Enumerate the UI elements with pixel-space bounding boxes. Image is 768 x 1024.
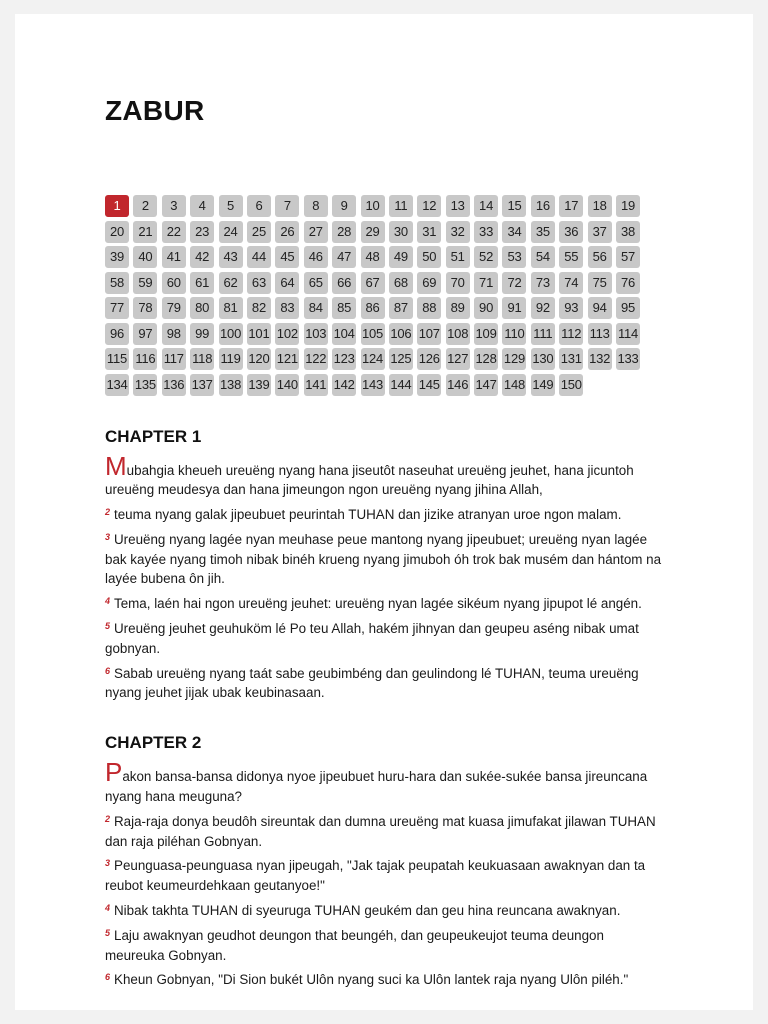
chapter-button-112[interactable]: 112	[559, 323, 583, 345]
chapter-button-41[interactable]: 41	[162, 246, 186, 268]
chapter-button-66[interactable]: 66	[332, 272, 356, 294]
chapter-button-138[interactable]: 138	[219, 374, 243, 396]
verse-4	[105, 899, 665, 921]
verse-number: 4	[105, 596, 111, 607]
chapter-button-54[interactable]: 54	[531, 246, 555, 268]
chapter-button-99[interactable]: 99	[190, 323, 214, 345]
drop-cap: P	[105, 757, 123, 788]
chapter-button-2[interactable]: 2	[133, 195, 157, 217]
chapter-button-21[interactable]: 21	[133, 221, 157, 243]
chapter-button-37[interactable]: 37	[588, 221, 612, 243]
chapter-button-84[interactable]: 84	[304, 297, 328, 319]
verse-3	[105, 528, 665, 589]
chapter-button-105[interactable]: 105	[361, 323, 385, 345]
chapter-button-70[interactable]: 70	[446, 272, 470, 294]
verse-text: teuma nyang galak jipeubuet peurintah TUHAN dan jizike atranyan uroe ngon malam.	[114, 507, 622, 523]
chapter-button-39[interactable]: 39	[105, 246, 129, 268]
chapter-button-89[interactable]: 89	[446, 297, 470, 319]
chapter-button-12[interactable]: 12	[417, 195, 441, 217]
verse-text: akon bansa-bansa didonya nyoe jipeubuet huru-hara dan sukée-sukée bansa jireuncana nyang hana meuguna?	[105, 769, 648, 805]
chapter-button-122[interactable]: 122	[304, 348, 328, 370]
chapter-button-55[interactable]: 55	[559, 246, 583, 268]
chapter-button-87[interactable]: 87	[389, 297, 413, 319]
chapter-button-96[interactable]: 96	[105, 323, 129, 345]
chapter-button-62[interactable]: 62	[219, 272, 243, 294]
chapter-2-verses	[105, 757, 665, 990]
chapter-button-140[interactable]: 140	[275, 374, 299, 396]
verse-text: Sabab ureuëng nyang taát sabe geubimbéng dan geulindong lé TUHAN, teuma ureuëng nyang jeuhet jijak ubak keubinasaan.	[105, 665, 639, 701]
chapter-button-88[interactable]: 88	[417, 297, 441, 319]
page	[15, 14, 753, 1010]
chapter-button-119[interactable]: 119	[219, 348, 243, 370]
verse-5	[105, 617, 665, 659]
chapter-button-129[interactable]: 129	[502, 348, 526, 370]
chapter-button-146[interactable]: 146	[446, 374, 470, 396]
chapter-button-31[interactable]: 31	[417, 221, 441, 243]
chapter-button-61[interactable]: 61	[190, 272, 214, 294]
chapter-button-32[interactable]: 32	[446, 221, 470, 243]
chapter-button-79[interactable]: 79	[162, 297, 186, 319]
chapter-button-36[interactable]: 36	[559, 221, 583, 243]
verse-6	[105, 662, 665, 704]
chapter-button-6[interactable]: 6	[247, 195, 271, 217]
chapter-button-135[interactable]: 135	[133, 374, 157, 396]
chapter-button-109[interactable]: 109	[474, 323, 498, 345]
chapter-button-92[interactable]: 92	[531, 297, 555, 319]
chapter-button-4[interactable]: 4	[190, 195, 214, 217]
chapter-button-71[interactable]: 71	[474, 272, 498, 294]
chapter-button-26[interactable]: 26	[275, 221, 299, 243]
chapter-button-110[interactable]: 110	[502, 323, 526, 345]
chapter-button-47[interactable]: 47	[332, 246, 356, 268]
chapter-button-136[interactable]: 136	[162, 374, 186, 396]
verse-text: ubahgia kheueh ureuëng nyang hana jiseutôt naseuhat ureuëng jeuhet, hana jicuntoh ureuëng meudesya dan hana jimeungon ngon ureuëng nyang jihina Allah,	[105, 462, 634, 498]
chapter-button-35[interactable]: 35	[531, 221, 555, 243]
chapter-button-60[interactable]: 60	[162, 272, 186, 294]
verse-2	[105, 810, 665, 852]
chapter-button-23[interactable]: 23	[190, 221, 214, 243]
chapter-button-29[interactable]: 29	[361, 221, 385, 243]
chapter-button-113[interactable]: 113	[588, 323, 612, 345]
chapter-button-67[interactable]: 67	[361, 272, 385, 294]
chapter-button-128[interactable]: 128	[474, 348, 498, 370]
chapter-button-116[interactable]: 116	[133, 348, 157, 370]
chapter-button-11[interactable]: 11	[389, 195, 413, 217]
chapter-button-13[interactable]: 13	[446, 195, 470, 217]
chapter-button-5[interactable]: 5	[219, 195, 243, 217]
chapter-button-50[interactable]: 50	[417, 246, 441, 268]
chapter-button-118[interactable]: 118	[190, 348, 214, 370]
chapter-button-68[interactable]: 68	[389, 272, 413, 294]
chapter-button-74[interactable]: 74	[559, 272, 583, 294]
chapter-button-73[interactable]: 73	[531, 272, 555, 294]
chapter-button-56[interactable]: 56	[588, 246, 612, 268]
chapter-button-131[interactable]: 131	[559, 348, 583, 370]
chapter-button-80[interactable]: 80	[190, 297, 214, 319]
chapter-button-125[interactable]: 125	[389, 348, 413, 370]
chapter-button-59[interactable]: 59	[133, 272, 157, 294]
chapter-button-132[interactable]: 132	[588, 348, 612, 370]
chapter-button-95[interactable]: 95	[616, 297, 640, 319]
verse-number: 3	[105, 858, 111, 869]
chapter-button-141[interactable]: 141	[304, 374, 328, 396]
chapter-button-83[interactable]: 83	[275, 297, 299, 319]
chapter-button-38[interactable]: 38	[616, 221, 640, 243]
chapter-button-149[interactable]: 149	[531, 374, 555, 396]
verse-text: Kheun Gobnyan, "Di Sion bukét Ulôn nyang suci ka Ulôn lantek raja nyang Ulôn piléh."	[114, 972, 629, 988]
chapter-button-42[interactable]: 42	[190, 246, 214, 268]
chapter-button-58[interactable]: 58	[105, 272, 129, 294]
verse-number: 5	[105, 621, 111, 632]
chapter-button-78[interactable]: 78	[133, 297, 157, 319]
chapter-navigation	[105, 195, 665, 396]
chapter-button-102[interactable]: 102	[275, 323, 299, 345]
chapter-button-43[interactable]: 43	[219, 246, 243, 268]
verse-number: 2	[105, 813, 111, 824]
chapter-button-104[interactable]: 104	[332, 323, 356, 345]
chapter-button-90[interactable]: 90	[474, 297, 498, 319]
verse-1	[105, 757, 665, 807]
chapter-button-106[interactable]: 106	[389, 323, 413, 345]
chapter-button-28[interactable]: 28	[332, 221, 356, 243]
chapter-button-57[interactable]: 57	[616, 246, 640, 268]
chapter-button-137[interactable]: 137	[190, 374, 214, 396]
chapter-button-91[interactable]: 91	[502, 297, 526, 319]
chapter-button-130[interactable]: 130	[531, 348, 555, 370]
verse-1	[105, 450, 665, 501]
chapter-button-108[interactable]: 108	[446, 323, 470, 345]
chapter-button-3[interactable]: 3	[162, 195, 186, 217]
chapter-button-15[interactable]: 15	[502, 195, 526, 217]
chapter-button-76[interactable]: 76	[616, 272, 640, 294]
chapter-button-34[interactable]: 34	[502, 221, 526, 243]
verse-number: 2	[105, 507, 111, 518]
chapter-button-124[interactable]: 124	[361, 348, 385, 370]
chapter-2-heading: CHAPTER 2	[105, 733, 202, 753]
chapter-button-52[interactable]: 52	[474, 246, 498, 268]
chapter-button-103[interactable]: 103	[304, 323, 328, 345]
chapter-button-44[interactable]: 44	[247, 246, 271, 268]
chapter-button-121[interactable]: 121	[275, 348, 299, 370]
chapter-button-18[interactable]: 18	[588, 195, 612, 217]
verse-3	[105, 854, 665, 896]
verse-number: 5	[105, 927, 111, 938]
verse-5	[105, 924, 665, 966]
chapter-button-25[interactable]: 25	[247, 221, 271, 243]
chapter-button-64[interactable]: 64	[275, 272, 299, 294]
drop-cap: M	[105, 450, 127, 481]
verse-text: Tema, laén hai ngon ureuëng jeuhet: ureuëng nyan lagée sikéum nyang jipupot lé angén.	[114, 596, 642, 612]
chapter-button-145[interactable]: 145	[417, 374, 441, 396]
verse-6	[105, 968, 665, 990]
verse-4	[105, 592, 665, 614]
verse-text: Peunguasa-peunguasa nyan jipeugah, "Jak tajak peupatah keukuasaan awaknyan dan ta reubot keumeurdehkaan geutanyoe!"	[105, 858, 646, 894]
chapter-button-150[interactable]: 150	[559, 374, 583, 396]
chapter-button-17[interactable]: 17	[559, 195, 583, 217]
chapter-button-75[interactable]: 75	[588, 272, 612, 294]
verse-number: 6	[105, 665, 111, 676]
chapter-button-126[interactable]: 126	[417, 348, 441, 370]
verse-number: 4	[105, 903, 111, 914]
chapter-button-22[interactable]: 22	[162, 221, 186, 243]
chapter-button-24[interactable]: 24	[219, 221, 243, 243]
chapter-1-verses	[105, 450, 665, 704]
chapter-button-14[interactable]: 14	[474, 195, 498, 217]
chapter-button-9[interactable]: 9	[332, 195, 356, 217]
book-content	[105, 94, 665, 993]
chapter-button-117[interactable]: 117	[162, 348, 186, 370]
verse-number: 3	[105, 531, 111, 542]
chapter-button-93[interactable]: 93	[559, 297, 583, 319]
chapter-button-16[interactable]: 16	[531, 195, 555, 217]
chapter-button-65[interactable]: 65	[304, 272, 328, 294]
chapter-button-139[interactable]: 139	[247, 374, 271, 396]
chapter-button-100[interactable]: 100	[219, 323, 243, 345]
chapter-button-86[interactable]: 86	[361, 297, 385, 319]
chapter-button-48[interactable]: 48	[361, 246, 385, 268]
book-title: ZABUR	[105, 95, 205, 126]
chapter-button-144[interactable]: 144	[389, 374, 413, 396]
chapter-button-53[interactable]: 53	[502, 246, 526, 268]
chapter-button-40[interactable]: 40	[133, 246, 157, 268]
chapter-button-30[interactable]: 30	[389, 221, 413, 243]
chapter-button-114[interactable]: 114	[616, 323, 640, 345]
chapter-button-148[interactable]: 148	[502, 374, 526, 396]
chapter-button-142[interactable]: 142	[332, 374, 356, 396]
chapter-button-98[interactable]: 98	[162, 323, 186, 345]
chapter-button-81[interactable]: 81	[219, 297, 243, 319]
chapter-button-115[interactable]: 115	[105, 348, 129, 370]
chapter-button-1[interactable]: 1	[105, 195, 129, 217]
chapter-button-107[interactable]: 107	[417, 323, 441, 345]
chapter-button-8[interactable]: 8	[304, 195, 328, 217]
chapter-button-27[interactable]: 27	[304, 221, 328, 243]
chapter-button-49[interactable]: 49	[389, 246, 413, 268]
chapter-button-123[interactable]: 123	[332, 348, 356, 370]
chapter-button-94[interactable]: 94	[588, 297, 612, 319]
chapter-button-127[interactable]: 127	[446, 348, 470, 370]
chapter-button-85[interactable]: 85	[332, 297, 356, 319]
verse-text: Raja-raja donya beudôh sireuntak dan dumna ureuëng mat kuasa jimufakat jilawan TUHAN dan raja piléhan Gobnyan.	[105, 813, 656, 849]
chapter-button-7[interactable]: 7	[275, 195, 299, 217]
chapter-button-10[interactable]: 10	[361, 195, 385, 217]
verse-text: Ureuëng nyang lagée nyan meuhase peue mantong nyang jipeubuet; ureuëng nyan lagée bak kayée nyang timoh nibak binéh krueng nyang jimuboh óh trok bak musém dan hántom na layée bubena ôn jih.	[105, 531, 662, 587]
chapter-button-134[interactable]: 134	[105, 374, 129, 396]
verse-text: Laju awaknyan geudhot deungon that beungéh, dan geupeukeujot teuma deungon meureuka Gobnyan.	[105, 927, 604, 963]
chapter-button-63[interactable]: 63	[247, 272, 271, 294]
chapter-button-77[interactable]: 77	[105, 297, 129, 319]
chapter-button-69[interactable]: 69	[417, 272, 441, 294]
chapter-button-20[interactable]: 20	[105, 221, 129, 243]
chapter-button-33[interactable]: 33	[474, 221, 498, 243]
chapter-button-82[interactable]: 82	[247, 297, 271, 319]
chapter-button-120[interactable]: 120	[247, 348, 271, 370]
chapter-button-51[interactable]: 51	[446, 246, 470, 268]
chapter-button-45[interactable]: 45	[275, 246, 299, 268]
chapter-button-46[interactable]: 46	[304, 246, 328, 268]
verse-text: Nibak takhta TUHAN di syeuruga TUHAN geukém dan geu hina reuncana awaknyan.	[114, 903, 621, 919]
chapter-button-147[interactable]: 147	[474, 374, 498, 396]
chapter-button-101[interactable]: 101	[247, 323, 271, 345]
chapter-button-143[interactable]: 143	[361, 374, 385, 396]
verse-2	[105, 503, 665, 525]
chapter-button-72[interactable]: 72	[502, 272, 526, 294]
chapter-button-133[interactable]: 133	[616, 348, 640, 370]
chapter-button-19[interactable]: 19	[616, 195, 640, 217]
chapter-button-97[interactable]: 97	[133, 323, 157, 345]
chapter-button-111[interactable]: 111	[531, 323, 555, 345]
verse-number: 6	[105, 972, 111, 983]
verse-text: Ureuëng jeuhet geuhuköm lé Po teu Allah, hakém jihnyan dan geupeu aséng nibak umat gobnyan.	[105, 621, 639, 656]
chapter-1-heading: CHAPTER 1	[105, 426, 202, 446]
